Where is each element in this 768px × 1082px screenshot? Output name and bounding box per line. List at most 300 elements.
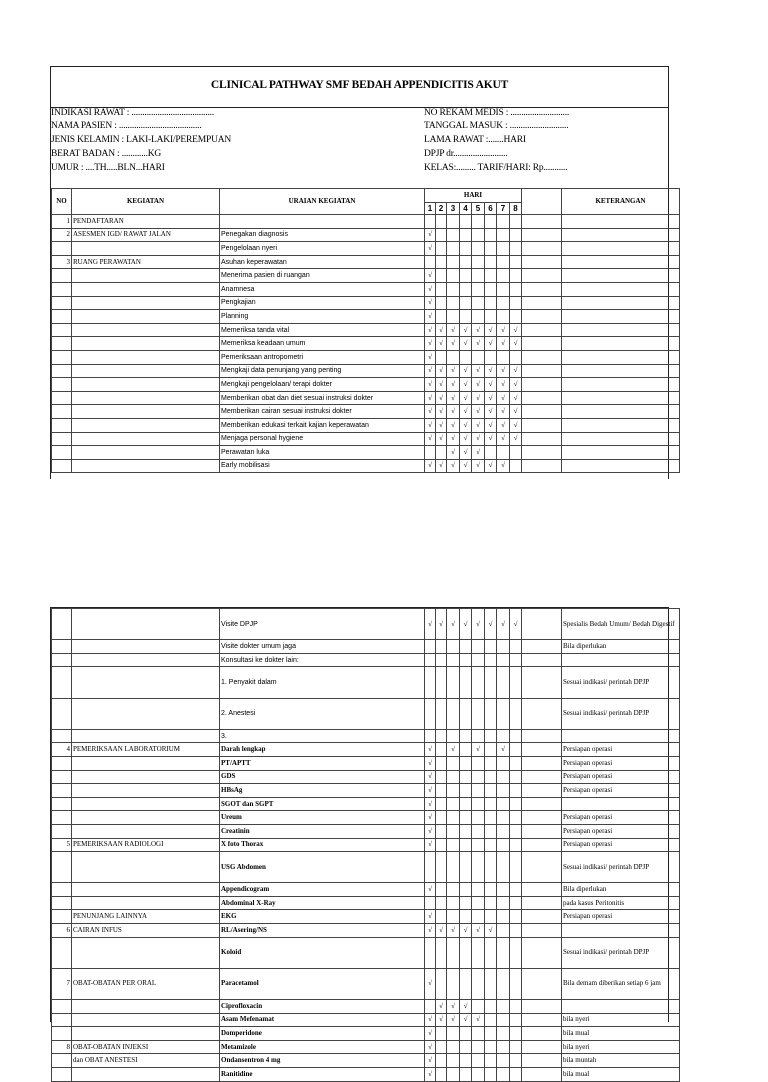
day-cell <box>497 1054 510 1068</box>
day-cell <box>472 1040 485 1054</box>
day-cell <box>425 852 436 883</box>
kegiatan-cell <box>72 1000 220 1014</box>
checkmark-icon: √ <box>485 364 497 378</box>
day-cell <box>497 756 510 770</box>
checkmark-icon: √ <box>425 756 436 770</box>
checkmark-icon: √ <box>485 418 497 432</box>
checkmark-icon: √ <box>425 968 436 999</box>
table-row <box>52 418 680 432</box>
row-number <box>52 323 72 337</box>
day-cell <box>472 667 485 698</box>
day-cell <box>485 910 497 924</box>
uraian-cell: Memeriksa tanda vital <box>220 323 425 337</box>
day-cell <box>497 242 510 256</box>
day-cell <box>460 698 472 729</box>
day-cell <box>460 1054 472 1068</box>
day-cell <box>460 797 472 811</box>
blank-cell <box>522 337 562 351</box>
day-cell <box>447 937 460 968</box>
uraian-cell: 2. Anestesi <box>220 698 425 729</box>
day-cell <box>447 1068 460 1082</box>
blank-cell <box>522 378 562 392</box>
day-cell <box>485 653 497 667</box>
day-cell <box>510 811 522 825</box>
checkmark-icon: √ <box>425 310 436 324</box>
uraian-cell: SGOT dan SGPT <box>220 797 425 811</box>
checkmark-icon: √ <box>447 337 460 351</box>
day-cell <box>447 729 460 743</box>
kegiatan-cell <box>72 797 220 811</box>
nama-pasien-field: NAMA PASIEN : ...................................... <box>51 121 202 131</box>
kegiatan-cell <box>72 310 220 324</box>
day-cell <box>485 852 497 883</box>
day-number-header: 2 <box>436 203 447 215</box>
day-number-header: 8 <box>510 203 522 215</box>
keterangan-cell: Sesuai indikasi/ perintah DPJP <box>562 698 680 729</box>
uraian-cell: X foto Thorax <box>220 838 425 852</box>
checkmark-icon: √ <box>447 459 460 473</box>
kegiatan-cell: PEMERIKSAAN RADIOLOGI <box>72 838 220 852</box>
uraian-cell: Perawatan luka <box>220 446 425 460</box>
day-cell <box>497 269 510 283</box>
checkmark-icon: √ <box>436 1000 447 1014</box>
keterangan-cell <box>562 405 680 419</box>
row-number <box>52 1000 72 1014</box>
checkmark-icon: √ <box>447 405 460 419</box>
day-cell <box>447 242 460 256</box>
checkmark-icon: √ <box>472 609 485 640</box>
day-cell <box>497 310 510 324</box>
day-cell <box>472 255 485 269</box>
day-cell <box>472 797 485 811</box>
kelas-tarif-field: KELAS:......... TARIF/HARI: Rp........... <box>424 163 568 173</box>
checkmark-icon: √ <box>510 418 522 432</box>
day-number-header: 3 <box>447 203 460 215</box>
checkmark-icon: √ <box>510 405 522 419</box>
day-cell <box>497 797 510 811</box>
checkmark-icon: √ <box>425 1068 436 1082</box>
day-number-header: 6 <box>485 203 497 215</box>
row-number: 8 <box>52 1040 72 1054</box>
keterangan-cell <box>562 269 680 283</box>
kegiatan-cell <box>72 364 220 378</box>
day-cell <box>485 968 497 999</box>
day-cell <box>510 968 522 999</box>
day-cell <box>460 350 472 364</box>
checkmark-icon: √ <box>472 405 485 419</box>
checkmark-icon: √ <box>510 391 522 405</box>
checkmark-icon: √ <box>460 364 472 378</box>
day-cell <box>460 282 472 296</box>
blank-cell <box>522 667 562 698</box>
day-number-header: 4 <box>460 203 472 215</box>
checkmark-icon: √ <box>425 910 436 924</box>
kegiatan-cell <box>72 378 220 392</box>
column-header-uraian: URAIAN KEGIATAN <box>220 189 425 215</box>
checkmark-icon: √ <box>497 337 510 351</box>
blank-cell <box>522 242 562 256</box>
day-cell <box>436 852 447 883</box>
table-row <box>52 1040 680 1054</box>
indikasi-rawat-field: INDIKASI RAWAT : ...................................... <box>51 108 215 118</box>
checkmark-icon: √ <box>510 432 522 446</box>
document-title: CLINICAL PATHWAY SMF BEDAH APPENDICITIS AKUT <box>210 79 509 91</box>
day-cell <box>510 824 522 838</box>
checkmark-icon: √ <box>460 609 472 640</box>
checkmark-icon: √ <box>436 418 447 432</box>
kegiatan-cell <box>72 1013 220 1027</box>
keterangan-cell <box>562 653 680 667</box>
uraian-cell: Memberikan obat dan diet sesuai instruksi dokter <box>220 391 425 405</box>
table-row <box>52 756 680 770</box>
day-cell <box>485 797 497 811</box>
checkmark-icon: √ <box>425 1054 436 1068</box>
table-row <box>52 1027 680 1041</box>
berat-badan-field: BERAT BADAN : ............KG <box>51 149 162 159</box>
table-row <box>52 910 680 924</box>
checkmark-icon: √ <box>497 743 510 757</box>
checkmark-icon: √ <box>425 1013 436 1027</box>
checkmark-icon: √ <box>472 391 485 405</box>
day-cell <box>497 910 510 924</box>
row-number <box>52 418 72 432</box>
day-cell <box>460 824 472 838</box>
blank-cell <box>522 640 562 654</box>
row-number <box>52 883 72 897</box>
row-number: 3 <box>52 255 72 269</box>
blank-cell <box>522 609 562 640</box>
day-cell <box>447 852 460 883</box>
row-number <box>52 609 72 640</box>
blank-cell <box>522 838 562 852</box>
column-header-kegiatan: KEGIATAN <box>72 189 220 215</box>
table-row <box>52 653 680 667</box>
row-number <box>52 756 72 770</box>
day-cell <box>436 1054 447 1068</box>
day-cell <box>472 1000 485 1014</box>
table-row <box>52 255 680 269</box>
checkmark-icon: √ <box>436 432 447 446</box>
row-number: 2 <box>52 228 72 242</box>
day-cell <box>436 640 447 654</box>
blank-cell <box>522 698 562 729</box>
checkmark-icon: √ <box>497 378 510 392</box>
row-number <box>52 391 72 405</box>
day-cell <box>460 310 472 324</box>
table-row <box>52 282 680 296</box>
day-cell <box>472 852 485 883</box>
day-cell <box>510 756 522 770</box>
row-number <box>52 350 72 364</box>
checkmark-icon: √ <box>447 924 460 938</box>
kegiatan-cell <box>72 323 220 337</box>
keterangan-cell <box>562 391 680 405</box>
day-cell <box>447 653 460 667</box>
row-number <box>52 282 72 296</box>
day-cell <box>497 968 510 999</box>
day-cell <box>472 883 485 897</box>
day-cell <box>510 282 522 296</box>
row-number <box>52 378 72 392</box>
uraian-cell: Konsultasi ke dokter lain: <box>220 653 425 667</box>
uraian-cell: Pengelolaan nyeri <box>220 242 425 256</box>
day-cell <box>436 1027 447 1041</box>
table-row <box>52 743 680 757</box>
row-number <box>52 242 72 256</box>
day-cell <box>510 852 522 883</box>
day-cell <box>497 1027 510 1041</box>
table-row <box>52 337 680 351</box>
kegiatan-cell <box>72 667 220 698</box>
day-cell <box>510 667 522 698</box>
keterangan-cell <box>562 255 680 269</box>
day-cell <box>472 811 485 825</box>
checkmark-icon: √ <box>425 811 436 825</box>
day-cell <box>436 269 447 283</box>
table-row <box>52 896 680 910</box>
table-row <box>52 215 680 229</box>
clinical-pathway-page-1 <box>50 66 669 479</box>
blank-cell <box>522 215 562 229</box>
checkmark-icon: √ <box>425 350 436 364</box>
table-row <box>52 378 680 392</box>
checkmark-icon: √ <box>436 1013 447 1027</box>
day-cell <box>460 255 472 269</box>
checkmark-icon: √ <box>425 883 436 897</box>
keterangan-cell <box>562 729 680 743</box>
day-cell <box>485 883 497 897</box>
row-number <box>52 811 72 825</box>
uraian-cell: EKG <box>220 910 425 924</box>
day-cell <box>510 924 522 938</box>
day-cell <box>510 310 522 324</box>
day-cell <box>447 784 460 798</box>
day-cell <box>472 242 485 256</box>
table-row <box>52 296 680 310</box>
day-cell <box>460 896 472 910</box>
table-row <box>52 1000 680 1014</box>
day-cell <box>447 698 460 729</box>
day-cell <box>497 215 510 229</box>
blank-cell <box>522 282 562 296</box>
uraian-cell: HBsAg <box>220 784 425 798</box>
day-cell <box>485 811 497 825</box>
kegiatan-cell: PENUNJANG LAINNYA <box>72 910 220 924</box>
keterangan-cell <box>562 215 680 229</box>
kegiatan-cell: RUANG PERAWATAN <box>72 255 220 269</box>
uraian-cell: Pengkajian <box>220 296 425 310</box>
table-row <box>52 1054 680 1068</box>
day-cell <box>510 910 522 924</box>
day-cell <box>460 811 472 825</box>
row-number <box>52 1013 72 1027</box>
kegiatan-cell <box>72 418 220 432</box>
keterangan-cell <box>562 242 680 256</box>
checkmark-icon: √ <box>425 242 436 256</box>
blank-cell <box>522 296 562 310</box>
day-cell <box>497 729 510 743</box>
checkmark-icon: √ <box>510 378 522 392</box>
kegiatan-cell: dan OBAT ANESTESI <box>72 1054 220 1068</box>
day-cell <box>485 770 497 784</box>
row-number: 5 <box>52 838 72 852</box>
uraian-cell: Ranitidine <box>220 1068 425 1082</box>
day-cell <box>472 824 485 838</box>
checkmark-icon: √ <box>447 364 460 378</box>
header-row <box>52 189 680 203</box>
checkmark-icon: √ <box>425 609 436 640</box>
day-cell <box>485 269 497 283</box>
uraian-cell: Metamizole <box>220 1040 425 1054</box>
keterangan-cell: Persiapan operasi <box>562 811 680 825</box>
day-cell <box>460 729 472 743</box>
row-number <box>52 896 72 910</box>
day-cell <box>510 1054 522 1068</box>
day-cell <box>436 446 447 460</box>
checkmark-icon: √ <box>460 337 472 351</box>
checkmark-icon: √ <box>472 459 485 473</box>
day-cell <box>447 640 460 654</box>
keterangan-cell: pada kasus Peritonitis <box>562 896 680 910</box>
checkmark-icon: √ <box>497 418 510 432</box>
day-cell <box>485 446 497 460</box>
checkmark-icon: √ <box>425 784 436 798</box>
day-cell <box>510 1040 522 1054</box>
checkmark-icon: √ <box>497 391 510 405</box>
day-cell <box>510 255 522 269</box>
blank-cell <box>522 896 562 910</box>
kegiatan-cell <box>72 640 220 654</box>
keterangan-cell <box>562 350 680 364</box>
dpjp-field: DPJP dr......................... <box>424 149 508 159</box>
day-cell <box>460 968 472 999</box>
checkmark-icon: √ <box>425 378 436 392</box>
table-row <box>52 667 680 698</box>
checkmark-icon: √ <box>497 323 510 337</box>
keterangan-cell <box>562 296 680 310</box>
uraian-cell: PT/APTT <box>220 756 425 770</box>
day-cell <box>436 1068 447 1082</box>
day-cell <box>436 896 447 910</box>
day-cell <box>497 770 510 784</box>
checkmark-icon: √ <box>460 391 472 405</box>
keterangan-cell <box>562 378 680 392</box>
kegiatan-cell <box>72 698 220 729</box>
checkmark-icon: √ <box>460 405 472 419</box>
row-number: 1 <box>52 215 72 229</box>
checkmark-icon: √ <box>472 743 485 757</box>
kegiatan-cell <box>72 1068 220 1082</box>
table-row <box>52 824 680 838</box>
day-cell <box>447 667 460 698</box>
activity-table-continued <box>51 608 680 1082</box>
blank-cell <box>522 653 562 667</box>
day-cell <box>436 797 447 811</box>
day-cell <box>497 228 510 242</box>
checkmark-icon: √ <box>436 391 447 405</box>
keterangan-cell: bila mual <box>562 1027 680 1041</box>
day-cell <box>497 838 510 852</box>
day-cell <box>447 1040 460 1054</box>
uraian-cell: GDS <box>220 770 425 784</box>
table-row <box>52 609 680 640</box>
checkmark-icon: √ <box>485 378 497 392</box>
day-cell <box>485 255 497 269</box>
day-cell <box>472 653 485 667</box>
table-row <box>52 228 680 242</box>
day-cell <box>460 640 472 654</box>
day-cell <box>510 242 522 256</box>
day-cell <box>436 784 447 798</box>
kegiatan-cell <box>72 391 220 405</box>
day-cell <box>436 729 447 743</box>
kegiatan-cell <box>72 653 220 667</box>
kegiatan-cell <box>72 350 220 364</box>
day-cell <box>436 653 447 667</box>
uraian-cell: Domperidone <box>220 1027 425 1041</box>
day-cell <box>436 937 447 968</box>
day-cell <box>460 756 472 770</box>
kegiatan-cell: OBAT-OBATAN INJEKSI <box>72 1040 220 1054</box>
day-cell <box>436 838 447 852</box>
day-cell <box>447 756 460 770</box>
clinical-pathway-page-2 <box>50 607 675 1078</box>
uraian-cell: Penegakan diagnosis <box>220 228 425 242</box>
uraian-cell: Ondansentron 4 mg <box>220 1054 425 1068</box>
checkmark-icon: √ <box>447 1000 460 1014</box>
checkmark-icon: √ <box>497 459 510 473</box>
row-number <box>52 910 72 924</box>
blank-cell <box>522 418 562 432</box>
day-cell <box>510 296 522 310</box>
day-cell <box>436 282 447 296</box>
day-cell <box>472 838 485 852</box>
kegiatan-cell <box>72 432 220 446</box>
blank-cell <box>522 1040 562 1054</box>
uraian-cell: RL/Asering/NS <box>220 924 425 938</box>
table-row <box>52 811 680 825</box>
day-cell <box>510 784 522 798</box>
day-number-header: 5 <box>472 203 485 215</box>
row-number <box>52 269 72 283</box>
kegiatan-cell <box>72 405 220 419</box>
kegiatan-cell <box>72 282 220 296</box>
table-row <box>52 391 680 405</box>
kegiatan-cell <box>72 242 220 256</box>
table-row <box>52 459 680 473</box>
column-header-keterangan: KETERANGAN <box>562 189 680 215</box>
keterangan-cell: bila nyeri <box>562 1040 680 1054</box>
day-cell <box>510 350 522 364</box>
blank-cell <box>522 459 562 473</box>
day-cell <box>485 824 497 838</box>
checkmark-icon: √ <box>447 1013 460 1027</box>
uraian-cell: Creatinin <box>220 824 425 838</box>
kegiatan-cell <box>72 609 220 640</box>
uraian-cell <box>220 215 425 229</box>
checkmark-icon: √ <box>485 432 497 446</box>
row-number <box>52 653 72 667</box>
kegiatan-cell <box>72 770 220 784</box>
blank-cell <box>522 937 562 968</box>
keterangan-cell: Sesuai indikasi/ perintah DPJP <box>562 667 680 698</box>
table-row <box>52 446 680 460</box>
day-cell <box>510 883 522 897</box>
day-cell <box>447 824 460 838</box>
day-cell <box>510 640 522 654</box>
blank-cell <box>522 1027 562 1041</box>
table-row <box>52 924 680 938</box>
